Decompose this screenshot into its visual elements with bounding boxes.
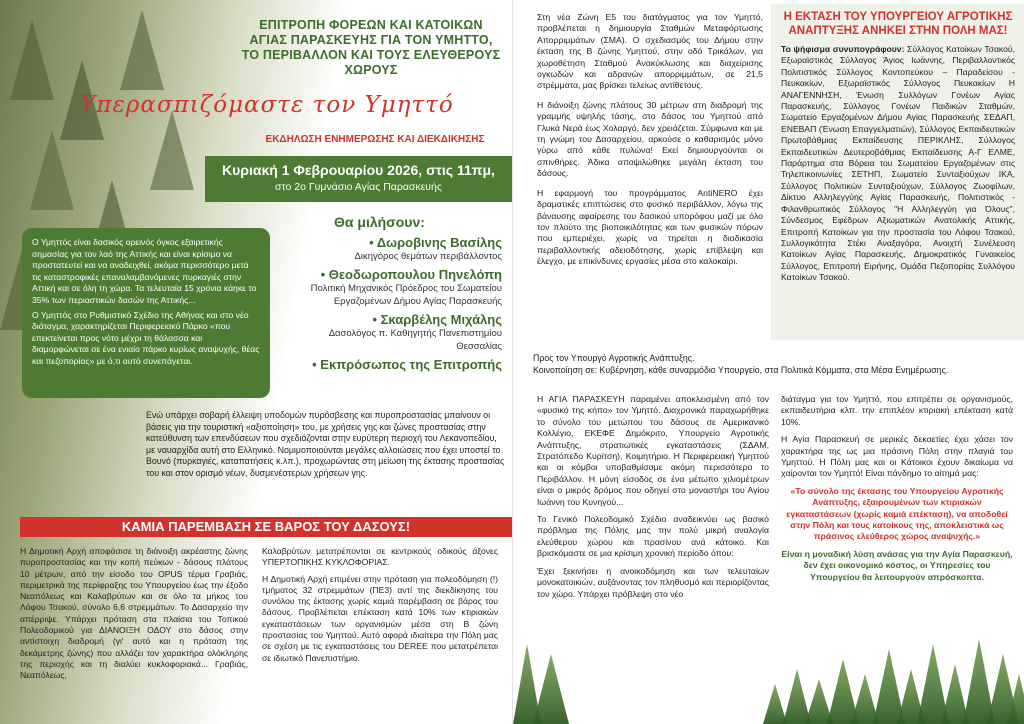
committee-header: ΕΠΙΤΡΟΠΗ ΦΟΡΕΩΝ ΚΑΙ ΚΑΤΟΙΚΩΝ ΑΓΙΑΣ ΠΑΡΑΣΚΕΥΗΣ ΓΙΑ ΤΟΝ ΥΜΗΤΤΟ, ΤΟ ΠΕΡΙΒΑΛΛΟΝ ΚΑΙ ΤΟΥΣ ΕΛΕΥΘΕΡΟΥΣ ΧΩΡΟΥΣ — [241, 18, 501, 77]
forest-silhouette — [513, 614, 1024, 724]
info-paragraph: Ο Υμηττός στο Ρυθμιστικό Σχέδιο της Αθήνας και στο νέο διάταγμα, χαρακτηρίζεται Περιφερειακό Πάρκο «που επεκτείνεται προς νότο μέχρι τη θάλασσα και διαμορφώνεται σε ένα ενιαίο πάρκο κυρίως αναψυχής, θέας και πεζοπορίας» με ό,τι αυτό συνεπάγεται. — [32, 309, 260, 366]
speaker — [296, 235, 502, 263]
slogan: Υπερασπιζόμαστε τον Υμηττό — [80, 92, 454, 118]
cc-line: Κοινοποίηση σε: Κυβέρνηση, κάθε συναρμόδιο Υπουργείο, στα Πολιτικά Κόμματα, στα Μέσα Ενημέρωσης. — [533, 365, 949, 375]
right-column-3 — [781, 394, 1013, 589]
speaker — [296, 267, 502, 308]
paragraph: διάταγμα για τον Υμηττό, που επιτρέπει σε οργανισμούς, εκπαιδευτήρια κλπ. την επιπλέον κτιριακή επέκταση κατά 10%. — [781, 394, 1013, 427]
speaker-role: Πολιτική Μηχανικός Πρόεδρος του Σωματείου Εργαζομένων Δήμου Αγίας Παρασκευής — [310, 283, 502, 307]
signatories-text — [781, 44, 1015, 284]
signatories-list: Σύλλογος Κατοίκων Τσακού, Εξωραϊστικός Σύλλογος Άγιος Ιωάννης, Περιβαλλοντικός Πολιτιστικός Σύλλογος Κοντοπεύκου – Παραδείσου - Πευκακίων, Εξωραϊστικός Σύλλογος Πευκακίων Η ΑΝΑΓΕΝΝΗΣΗ, Ένωση Συλλόγων Γονέων Αγίας Παρασκευής, Σύλλογος Γονέων Παιδικών Σταθμών, Σωματείο Εργαζομένων Δήμου Αγίας Παρασκευής ΣΕΔΑΠ, ΕΝΕΒΑΠ (Ένωση Επαγγελματιών), Σύλλογος Εκπαιδευτικών Πρωτοβάθμιας Εκπαίδευσης ΠΕΡΙΚΛΗΣ, Σύλλογος Εκπαιδευτικών Δευτεροβάθμιας Εκπαίδευσης Α-Γ ΕΛΜΕ, Παράρτημα στα Βόρεια του Σωματείου Εργαζομένων στις Τηλεπικοινωνίες ΣΕΤΗΠ, Σωματείο Συνταξιούχων ΙΚΑ, Σύλλογος Πολιτικών Συνταξιούχων, Σύλλογος Ζωοφίλων, Δίκτυο Αλληλεγγύης Αγίας Παρασκευής, Πολιτιστικός - Φιλανθρωπικός Σύλλογος "Η Αλληλεγγύη για Όλους", Σύνδεσμος Εφέδρων Αξιωματικών Ανατολικής Αττικής, Επιτροπή Κατοίκων για την προστασία του Λόφου Τσακού, Συλλογικότητα Στέκι Αναξαγόρα, Ανοιχτή Συνέλευση Κατοίκων Αγίας Παρασκευής, Δημοκρατικός Γυναικείος Σύλλογος, Επιτροπή Ειρήνης, Ομάδα Πεζοπορίας Συλλόγου Κατοίκων Τσακού. — [781, 44, 1015, 283]
red-banner: ΚΑΜΙΑ ΠΑΡΕΜΒΑΣΗ ΣΕ ΒΑΡΟΣ ΤΟΥ ΔΑΣΟΥΣ! — [20, 517, 512, 537]
speaker-name: • Δωροβινης Βασίλης — [369, 235, 502, 250]
signatories-lead: Το ψήφισμα συνυπογράφουν: — [781, 44, 905, 54]
right-column-1 — [537, 12, 763, 276]
paragraph: Στη νέα Ζώνη Ε5 του διατάγματος για τον Υμηττό, προβλέπεται η δημιουργία Σταθμών Μεταφόρτωσης Απορριμμάτων (ΣΜΑ). Ο σχεδιασμός του Δήμου στην έκταση της Β ζώνης Υμηττού, στην οδό Τρικάλων, για χωροθέτηση Σταθμού Ανακύκλωσης και διαχείρισης ογκωδών και αδρανών απορριμμάτων, σε 21,5 στρέμματα, μας βρίσκει τελείως αντίθετους. — [537, 12, 763, 91]
signatories-box — [771, 4, 1024, 340]
event-venue: στο 2ο Γυμνάσιο Αγίας Παρασκευής — [275, 181, 442, 193]
paragraph: Η εφαρμογή του προγράμματος AntiNERO έχει δραματικές επιπτώσεις στο φυσικό περιβάλλον, λόγω της βάναυσης αφαίρεσης του δασικού υπορόφου μαζί με όλο τον πλούτο της βιοποικιλότητας και των φυσικών πόρων που εμπεριέχει, χωρίς να τηρείται η διαδικασία περιβαλλοντικής αδειοδότησης, χωρίς επίβλεψη και έλεγχο, με επικίνδυνες εργασίες μέσα στο καλοκαίρι. — [537, 187, 763, 267]
speaker-role: Δασολόγος π. Καθηγητής Πανεπιστημίου Θεσσαλίας — [328, 328, 502, 352]
paragraph: Η Δημοτική Αρχή επιμένει στην πρόταση για πολεοδόμηση (!) τμήματος 32 στρεμμάτων (ΠΕ3) αντί της διεκδίκησης του συνόλου της έκτασης χωρίς καμιά παρέμβαση σε βάρος του δάσους. Προβλέπεται επέκταση κατά 10% των κτιριακών εγκαταστάσεων των οργανισμών μέσα στη Β ζώνη προστασίας του Υμηττού. Αυτό αφορά ιδιαίτερα την Πόλη μας σε σχέση με τις εγκαταστάσεις του DEREE που μετατρέπεται σε ιδιωτικό Πανεπιστήμιο. — [262, 573, 498, 663]
speaker-role: Δικηγόρος θεμάτων περιβάλλοντος — [354, 251, 502, 262]
speaker-name: • Σκαρβέλης Μιχάλης — [372, 312, 502, 327]
signatories-title: Η ΕΚΤΑΣΗ ΤΟΥ ΥΠΟΥΡΓΕΙΟΥ ΑΓΡΟΤΙΚΗΣ ΑΝΑΠΤΥΞΗΣ ΑΝΗΚΕΙ ΣΤΗΝ ΠΟΛΗ ΜΑΣ! — [783, 11, 1013, 37]
right-page — [512, 0, 1024, 724]
speaker-name: • Εκπρόσωπος της Επιτροπής — [312, 357, 502, 372]
speakers-list — [296, 214, 502, 376]
right-column-2 — [537, 394, 769, 606]
paragraph: Το Γενικό Πολεοδομικό Σχέδιο αναδεικνύει ως βασικό πρόβλημα της Πόλης μας την πολύ μικρή αναλογία ελεύθερου χώρου και πρασίνου ανά κάτοικο. Και βρισκόμαστε σε μια κρίσιμη χρονική περίοδο όπου: — [537, 514, 769, 559]
paragraph: Η διάνοιξη ζώνης πλάτους 30 μέτρων στη διαδρομή της γραμμής υψηλής τάσης, στο δάσος του Υμηττού από Γλυκά Νερά έως Χολαργό, δεν χρειάζεται. Σύμφωνα και με τη γνώμη του Δασαρχείου, αρκούσε ο καθαρισμός μόνο γύρω από κάθε πυλώνα! Εκεί δημιουργούνται οι σπινθήρες. Άδικα αποψιλώθηκε μεγάλη έκταση του δάσους. — [537, 99, 763, 179]
speaker — [296, 312, 502, 353]
speakers-heading: Θα μιλήσουν: — [334, 214, 425, 230]
demand-quote: «Το σύνολο της έκτασης του Υπουργείου Αγροτικής Ανάπτυξης, εξαιρουμένων των κτιριακών εγκαταστάσεων (χωρίς καμιά επέκταση), να αποδοθεί στην Πόλη και τους κατοίκους της, αποκλειστικά ως πράσινος ελεύθερος χώρος αναψυχής.» — [786, 485, 1008, 542]
recipients — [533, 352, 1013, 376]
hymettus-info-box — [22, 228, 270, 398]
paragraph: Καλαβρύτων μετατρέπονται σε κεντρικούς οδικούς άξονες ΥΠΕΡΤΟΠΙΚΗΣ ΚΥΚΛΟΦΟΡΙΑΣ. — [262, 546, 498, 568]
event-date-bar — [205, 156, 512, 202]
event-date: Κυριακή 1 Φεβρουαρίου 2026, στις 11πμ, — [222, 162, 495, 178]
paragraph: Η Αγία Παρασκευή σε μερικές δεκαετίες έχει χάσει τον χαρακτήρα της ως μια πράσινη Πόλη στην πλαγιά του Υμηττού. Η Πόλη μας και οι Κάτοικοι έχουν δικαίωμα να χαίρονται τον Υμηττό! Είναι πάνδημο το αίτημά μας: — [781, 434, 1013, 479]
paragraph: Έχει ξεκινήσει η ανοικοδόμηση και των τελευταίων μονοκατοικιών, αυξάνοντας τον πληθυσμό και περιορίζοντας τον χώρο. Υπάρχει πρόβλεψη στο νέο — [537, 565, 769, 599]
info-paragraph: Ο Υμηττός είναι δασικός ορεινός όγκος εξαιρετικής σημασίας για τον λαό της Αττικής και είναι κρίσιμο να προστατευτεί και να αναδειχθεί, ακόμα περισσότερο μετά τις καταστροφικές επαναλαμβανόμενες πυρκαγιές στην Αττική και σε όλη τη χώρα. Τα τελευταία 15 χρόνια κάηκε το 35% των περιαστικών δασών της Αττικής... — [32, 237, 257, 305]
to-line: Προς τον Υπουργό Αγροτικής Ανάπτυξης. — [533, 353, 695, 363]
paragraph: Η ΑΓΙΑ ΠΑΡΑΣΚΕΥΗ παραμένει αποκλεισμένη από τον «φυσικό της κήπο» τον Υμηττό. Διαχρονικά παραχωρήθηκε το σύνολο του μετώπου του δάσους σε Αμερικανικό Κολλέγιο, ΕΚΕΦΕ Δημόκριτο, Υπουργείο Αγροτικής Ανάπτυξης, στρατιωτικές εγκαταστάσεις (ΣΔΑΜ, Στρατόπεδο Κυρίτση), Κοιμητήριο. Η Περιφερειακή Υμηττού και οι κόμβοι υποβαθμίσαμε ακόμη περισσότερο το Περιβάλλον. Η μόνη είσοδος σε ένα μέτωπο χιλιομέτρων είναι ο μικρός δρόμος που οδηγεί στο μοναστήρι του Αγίου Ιωάννη του Κυνηγού... — [537, 394, 769, 507]
speaker — [296, 357, 502, 372]
left-column-1 — [20, 546, 248, 687]
paragraph: Η Δημοτική Αρχή αποφάσισε τη διάνοιξη ακρέαστης ζώνης πυροπροστασίας και την κοπή πεύκων - δάσους πλάτους 10 μέτρων, από την είσοδο του OPUS τέρμα Γραβιάς, περιμετρικά της περίφραξης του Υπουργείου έως την έξοδο Νεαπόλεως και Καλαβρύτων και σε όλο τα μήκος του Λόφου Τσακού, σύνολο 6,6 στρεμμάτων. Το Δασαρχείο την απέρριψε. Υπάρχει πρόταση στα πλαίσια του Τοπικού Πολεοδομικού για ΔΙΑΝΟΙΞΗ ΟΔΟΥ στο δάσος στην αντίστοιχη διαδρομή (γι' αυτό και η πρόταση της δεκάμετρης ζώνης) που αλλάζει τον χαρακτήρα ολόκληρης της περιοχής και τη διαλύει κυκλοφοριακά... Γραβιάς, Νεαπόλεως, — [20, 546, 248, 681]
intro-paragraph: Ενώ υπάρχει σοβαρή έλλειψη υποδομών πυρόσβεσης και πυροπροστασίας μπαίνουν οι βάσεις για την τουριστική «αξιοποίηση» του, με χρήσεις γης και ζώνες προστασίας στην κατεύθυνση των επενδύσεων που σχεδιάζονται στην ευρύτερη περιοχή του Λεκανοπεδίου, με ναυαρχίδα αυτή στο Ελληνικό. Νομιμοποιούνται μεγάλες αλλοιώσεις που έχει υποστεί το Βουνό (πυρκαγιές, καταπατήσεις κ.λπ.), προχωρώντας στη μείωση της έκτασης προστασίας του και στον ορισμό νέων, δυσμενέστερων χρήσεων γης. — [146, 410, 505, 478]
left-column-2 — [262, 546, 498, 669]
closing-statement: Είναι η μοναδική λύση ανάσας για την Αγία Παρασκευή, δεν έχει οικονομικό κόστος, οι Υπηρεσίες του Υπουργείου θα λειτουργούν απρόσκοπτα. — [781, 548, 1013, 582]
event-subtitle: ΕΚΔΗΛΩΣΗ ΕΝΗΜΕΡΩΣΗΣ ΚΑΙ ΔΙΕΚΔΙΚΗΣΗΣ — [265, 134, 485, 145]
speaker-name: • Θεοδωροπουλου Πηνελόπη — [320, 267, 502, 282]
